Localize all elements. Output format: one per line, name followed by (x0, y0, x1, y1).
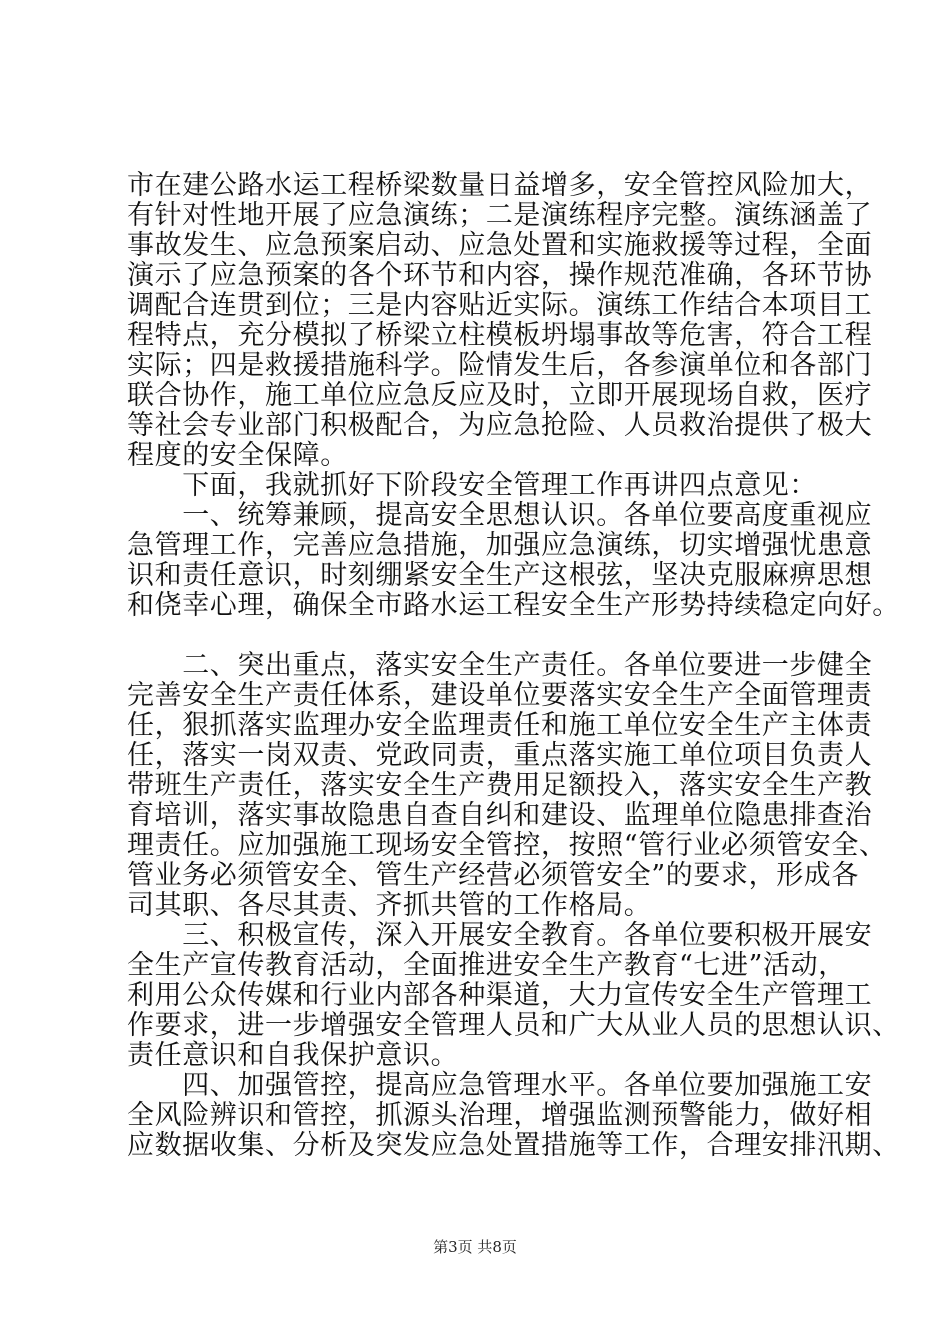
text-line: 带班生产责任，落实安全生产费用足额投入，落实安全生产教 (127, 770, 873, 801)
text-line: 司其职、各尽其责、齐抓共管的工作格局。 (127, 890, 652, 921)
text-line: 事故发生、应急预案启动、应急处置和实施救援等过程，全面 (127, 230, 873, 261)
text-line: 任，狠抓落实监理办安全监理责任和施工单位安全生产主体责 (127, 710, 873, 741)
text-line: 完善安全生产责任体系，建设单位要落实安全生产全面管理责 (127, 680, 873, 711)
text-line: 作要求，进一步增强安全管理人员和广大从业人员的思想认识、 (127, 1010, 900, 1041)
text-line: 联合协作，施工单位应急反应及时，立即开展现场自救，医疗 (127, 380, 873, 411)
blank-line (127, 621, 847, 651)
body-text (127, 170, 900, 1161)
text-line: 全风险辨识和管控，抓源头治理，增强监测预警能力，做好相 (127, 1100, 873, 1131)
text-line: 程特点，充分模拟了桥梁立柱模板坍塌事故等危害，符合工程 (127, 320, 873, 351)
text-line: 理责任。应加强施工现场安全管控，按照“管行业必须管安全、 (127, 830, 887, 861)
text-line: 程度的安全保障。 (127, 440, 348, 471)
text-line: 责任意识和自我保护意识。 (127, 1040, 459, 1071)
text-line: 演示了应急预案的各个环节和内容，操作规范准确，各环节协 (127, 260, 873, 291)
text-line: 育培训，落实事故隐患自查自纠和建设、监理单位隐患排查治 (127, 800, 873, 831)
text-line: 管业务必须管安全、管生产经营必须管安全”的要求，形成各 (127, 860, 860, 891)
text-line: 应数据收集、分析及突发应急处置措施等工作，合理安排汛期、 (127, 1130, 900, 1161)
text-line: 急管理工作，完善应急措施，加强应急演练，切实增强忧患意 (127, 530, 873, 561)
text-line: 一、统筹兼顾，提高安全思想认识。各单位要高度重视应 (127, 500, 873, 531)
text-line: 市在建公路水运工程桥梁数量日益增多，安全管控风险加大， (127, 170, 873, 201)
text-line: 下面，我就抓好下阶段安全管理工作再讲四点意见： (127, 470, 817, 501)
text-line: 有针对性地开展了应急演练；二是演练程序完整。演练涵盖了 (127, 200, 873, 231)
text-line: 识和责任意识，时刻绷紧安全生产这根弦，坚决克服麻痹思想 (127, 560, 873, 591)
text-line: 实际；四是救援措施科学。险情发生后，各参演单位和各部门 (127, 350, 873, 381)
text-line: 和侥幸心理，确保全市路水运工程安全生产形势持续稳定向好。 (127, 590, 900, 621)
page-number-footer: 第3页 共8页 (433, 1238, 517, 1256)
text-line: 等社会专业部门积极配合，为应急抢险、人员救治提供了极大 (127, 410, 873, 441)
text-line: 任，落实一岗双责、党政同责，重点落实施工单位项目负责人 (127, 740, 873, 771)
text-line: 三、积极宣传，深入开展安全教育。各单位要积极开展安 (127, 920, 873, 951)
text-line: 调配合连贯到位；三是内容贴近实际。演练工作结合本项目工 (127, 290, 873, 321)
text-line: 四、加强管控，提高应急管理水平。各单位要加强施工安 (127, 1070, 873, 1101)
text-line: 二、突出重点，落实安全生产责任。各单位要进一步健全 (127, 650, 873, 681)
text-line: 全生产宣传教育活动，全面推进安全生产教育“七进”活动， (127, 950, 846, 981)
text-line: 利用公众传媒和行业内部各种渠道，大力宣传安全生产管理工 (127, 980, 873, 1011)
